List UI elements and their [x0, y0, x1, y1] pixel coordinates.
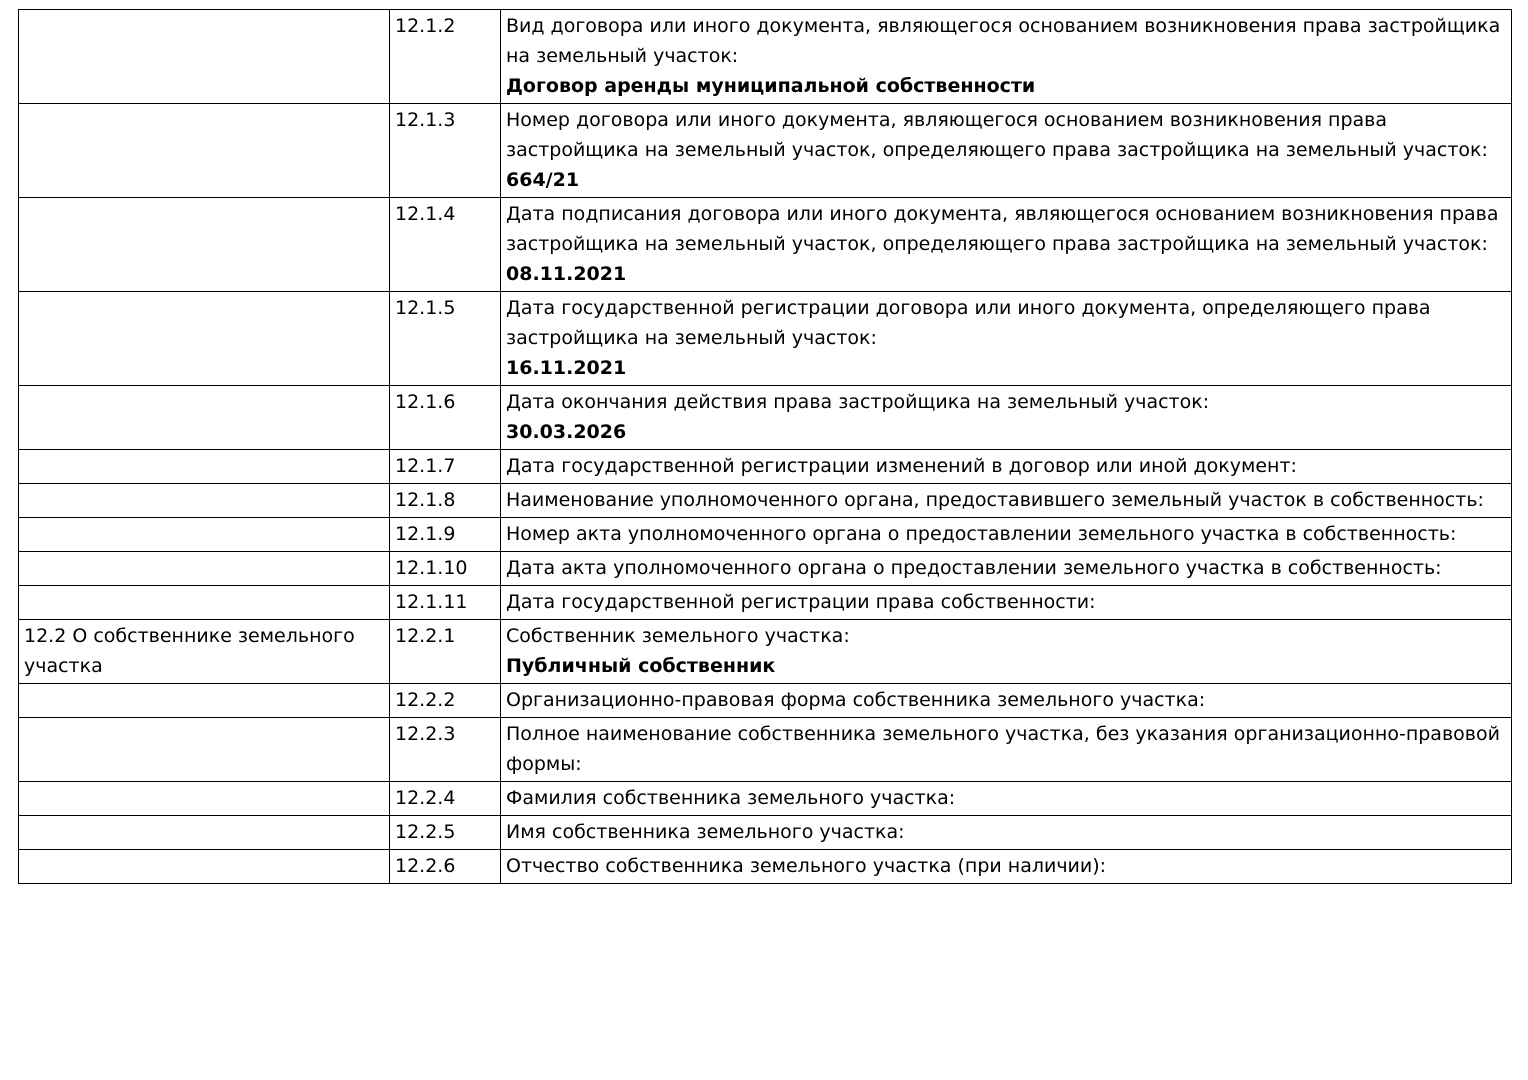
field-label: Дата акта уполномоченного органа о предоставлении земельного участка в собственность: [506, 557, 1442, 579]
content-cell [501, 718, 1512, 782]
code-cell: 12.1.9 [390, 518, 501, 552]
field-value: 16.11.2021 [506, 357, 627, 379]
field-label: Номер договора или иного документа, являющегося основанием возникновения права застройщика на земельный участок, определяющего права застройщика на земельный участок: [506, 109, 1488, 161]
table-row [19, 684, 1512, 718]
content-cell [501, 850, 1512, 884]
field-value: Договор аренды муниципальной собственности [506, 75, 1036, 97]
field-value: 664/21 [506, 169, 580, 191]
field-label: Дата государственной регистрации права собственности: [506, 591, 1096, 613]
field-value: 08.11.2021 [506, 263, 627, 285]
section-cell [19, 552, 390, 586]
declaration-table [18, 9, 1512, 884]
field-label: Номер акта уполномоченного органа о предоставлении земельного участка в собственность: [506, 523, 1457, 545]
code-cell: 12.2.4 [390, 782, 501, 816]
code-cell: 12.1.6 [390, 386, 501, 450]
table-row [19, 620, 1512, 684]
field-label: Организационно-правовая форма собственника земельного участка: [506, 689, 1206, 711]
section-cell [19, 718, 390, 782]
section-cell [19, 850, 390, 884]
table-row [19, 586, 1512, 620]
field-label: Отчество собственника земельного участка (при наличии): [506, 855, 1107, 877]
content-cell [501, 552, 1512, 586]
field-label: Дата государственной регистрации договора или иного документа, определяющего права застройщика на земельный участок: [506, 297, 1431, 349]
table-row [19, 292, 1512, 386]
content-cell [501, 450, 1512, 484]
section-cell [19, 10, 390, 104]
field-label: Дата государственной регистрации изменений в договор или иной документ: [506, 455, 1297, 477]
table-row [19, 10, 1512, 104]
field-label: Собственник земельного участка: [506, 625, 850, 647]
field-label: Наименование уполномоченного органа, предоставившего земельный участок в собственность: [506, 489, 1484, 511]
table-row [19, 782, 1512, 816]
table-row [19, 816, 1512, 850]
table-row [19, 850, 1512, 884]
field-label: Полное наименование собственника земельного участка, без указания организационно-правовой формы: [506, 723, 1500, 775]
content-cell [501, 104, 1512, 198]
code-cell: 12.2.2 [390, 684, 501, 718]
code-cell: 12.1.5 [390, 292, 501, 386]
field-label: Дата подписания договора или иного документа, являющегося основанием возникновения права застройщика на земельный участок, определяющего права застройщика на земельный участок: [506, 203, 1499, 255]
code-cell: 12.1.3 [390, 104, 501, 198]
section-cell [19, 684, 390, 718]
content-cell [501, 586, 1512, 620]
content-cell [501, 198, 1512, 292]
table-row [19, 552, 1512, 586]
section-cell [19, 450, 390, 484]
table-row [19, 718, 1512, 782]
field-label: Фамилия собственника земельного участка: [506, 787, 956, 809]
section-cell [19, 292, 390, 386]
field-label: Вид договора или иного документа, являющегося основанием возникновения права застройщика на земельный участок: [506, 15, 1501, 67]
code-cell: 12.1.4 [390, 198, 501, 292]
content-cell [501, 782, 1512, 816]
table-row [19, 518, 1512, 552]
section-cell [19, 816, 390, 850]
content-cell [501, 518, 1512, 552]
content-cell [501, 684, 1512, 718]
code-cell: 12.1.8 [390, 484, 501, 518]
field-value: Публичный собственник [506, 655, 776, 677]
declaration-table-body [19, 10, 1512, 884]
field-label: Имя собственника земельного участка: [506, 821, 905, 843]
code-cell: 12.1.11 [390, 586, 501, 620]
field-label: Дата окончания действия права застройщика на земельный участок: [506, 391, 1210, 413]
code-cell: 12.1.2 [390, 10, 501, 104]
content-cell [501, 620, 1512, 684]
content-cell [501, 292, 1512, 386]
section-cell [19, 104, 390, 198]
code-cell: 12.1.10 [390, 552, 501, 586]
section-cell [19, 586, 390, 620]
code-cell: 12.1.7 [390, 450, 501, 484]
code-cell: 12.2.1 [390, 620, 501, 684]
table-row [19, 104, 1512, 198]
content-cell [501, 816, 1512, 850]
table-row [19, 450, 1512, 484]
section-cell [19, 484, 390, 518]
code-cell: 12.2.5 [390, 816, 501, 850]
content-cell [501, 10, 1512, 104]
code-cell: 12.2.6 [390, 850, 501, 884]
field-value: 30.03.2026 [506, 421, 627, 443]
section-cell [19, 518, 390, 552]
table-row [19, 386, 1512, 450]
section-cell [19, 782, 390, 816]
content-cell [501, 386, 1512, 450]
table-row [19, 484, 1512, 518]
code-cell: 12.2.3 [390, 718, 501, 782]
content-cell [501, 484, 1512, 518]
section-cell [19, 386, 390, 450]
section-cell [19, 198, 390, 292]
table-row [19, 198, 1512, 292]
section-cell: 12.2 О собственнике земельного участка [19, 620, 390, 684]
